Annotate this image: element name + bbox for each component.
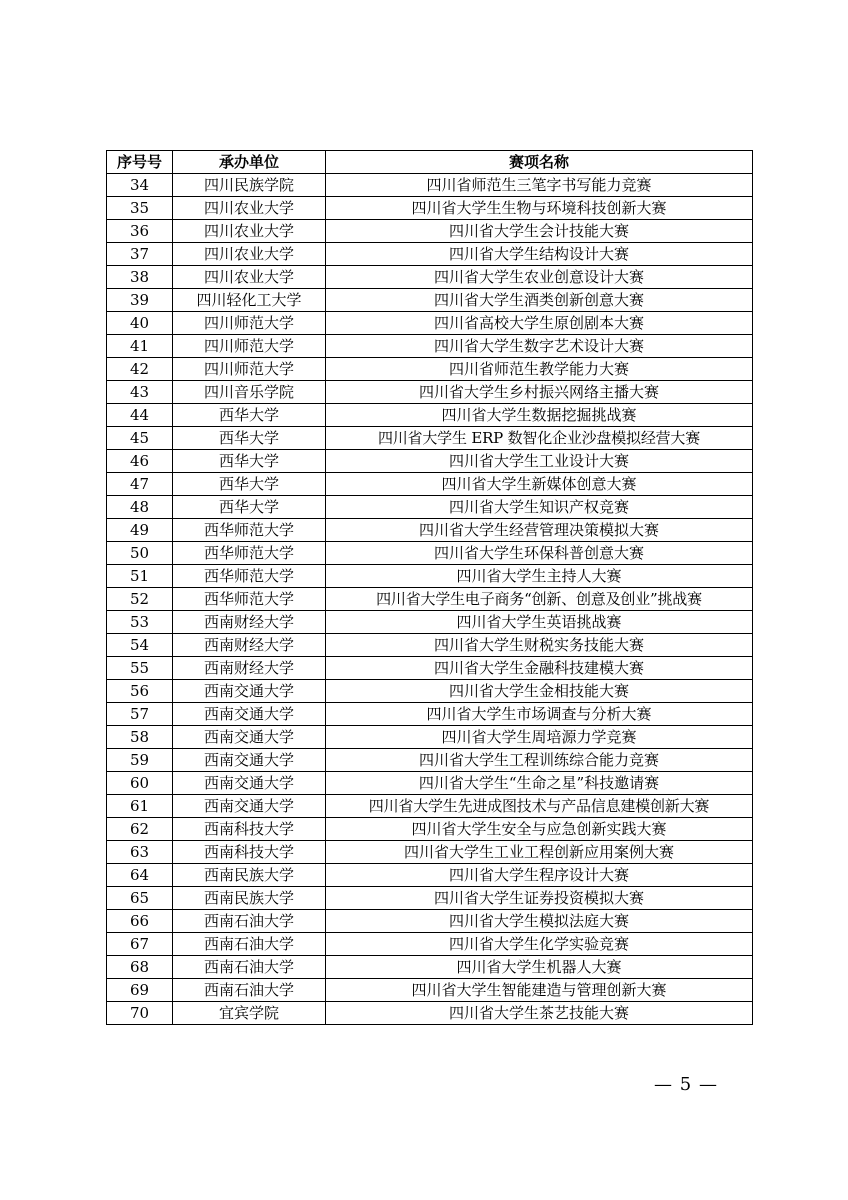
table-row — [107, 611, 753, 634]
cell-serial-number: 58 — [107, 726, 173, 749]
table-row — [107, 335, 753, 358]
cell-competition-name: 四川省大学生数字艺术设计大赛 — [326, 335, 753, 358]
cell-competition-name: 四川省高校大学生原创剧本大赛 — [326, 312, 753, 335]
cell-serial-number: 69 — [107, 979, 173, 1002]
cell-competition-name: 四川省大学生先进成图技术与产品信息建模创新大赛 — [326, 795, 753, 818]
cell-competition-name: 四川省大学生证券投资模拟大赛 — [326, 887, 753, 910]
table-row — [107, 519, 753, 542]
cell-organizer: 四川农业大学 — [173, 220, 326, 243]
table-row — [107, 956, 753, 979]
cell-competition-name: 四川省大学生新媒体创意大赛 — [326, 473, 753, 496]
cell-organizer: 西华师范大学 — [173, 519, 326, 542]
table-row — [107, 933, 753, 956]
cell-organizer: 西南交通大学 — [173, 680, 326, 703]
table-body — [107, 174, 753, 1025]
cell-serial-number: 40 — [107, 312, 173, 335]
table-row — [107, 910, 753, 933]
cell-competition-name: 四川省大学生金融科技建模大赛 — [326, 657, 753, 680]
cell-competition-name: 四川省大学生知识产权竞赛 — [326, 496, 753, 519]
table-row — [107, 795, 753, 818]
cell-organizer: 西南科技大学 — [173, 841, 326, 864]
table-row — [107, 220, 753, 243]
cell-organizer: 四川农业大学 — [173, 266, 326, 289]
cell-serial-number: 39 — [107, 289, 173, 312]
table-row — [107, 542, 753, 565]
cell-competition-name: 四川省大学生英语挑战赛 — [326, 611, 753, 634]
cell-competition-name: 四川省大学生工程训练综合能力竞赛 — [326, 749, 753, 772]
cell-organizer: 西南交通大学 — [173, 795, 326, 818]
cell-organizer: 西华大学 — [173, 450, 326, 473]
cell-competition-name: 四川省大学生农业创意设计大赛 — [326, 266, 753, 289]
cell-organizer: 西华大学 — [173, 427, 326, 450]
table-row — [107, 841, 753, 864]
cell-competition-name: 四川省大学生数据挖掘挑战赛 — [326, 404, 753, 427]
cell-organizer: 西华大学 — [173, 496, 326, 519]
cell-organizer: 西南科技大学 — [173, 818, 326, 841]
cell-organizer: 四川农业大学 — [173, 243, 326, 266]
cell-competition-name: 四川省大学生工业设计大赛 — [326, 450, 753, 473]
table-row — [107, 703, 753, 726]
cell-serial-number: 37 — [107, 243, 173, 266]
cell-organizer: 西南石油大学 — [173, 910, 326, 933]
table-row — [107, 565, 753, 588]
cell-organizer: 西华师范大学 — [173, 565, 326, 588]
cell-competition-name: 四川省大学生酒类创新创意大赛 — [326, 289, 753, 312]
cell-competition-name: 四川省大学生结构设计大赛 — [326, 243, 753, 266]
cell-serial-number: 41 — [107, 335, 173, 358]
cell-organizer: 西南交通大学 — [173, 726, 326, 749]
cell-organizer: 西南交通大学 — [173, 703, 326, 726]
cell-serial-number: 68 — [107, 956, 173, 979]
cell-organizer: 西南石油大学 — [173, 979, 326, 1002]
table-row — [107, 496, 753, 519]
cell-competition-name: 四川省大学生安全与应急创新实践大赛 — [326, 818, 753, 841]
cell-organizer: 四川民族学院 — [173, 174, 326, 197]
cell-organizer: 西华师范大学 — [173, 588, 326, 611]
cell-organizer: 西华师范大学 — [173, 542, 326, 565]
cell-competition-name: 四川省大学生主持人大赛 — [326, 565, 753, 588]
cell-serial-number: 65 — [107, 887, 173, 910]
cell-organizer: 西华大学 — [173, 473, 326, 496]
table-header-row — [107, 151, 753, 174]
table-row — [107, 887, 753, 910]
cell-organizer: 西南民族大学 — [173, 864, 326, 887]
cell-competition-name: 四川省大学生市场调查与分析大赛 — [326, 703, 753, 726]
cell-serial-number: 42 — [107, 358, 173, 381]
cell-serial-number: 52 — [107, 588, 173, 611]
table-row — [107, 588, 753, 611]
cell-competition-name: 四川省大学生茶艺技能大赛 — [326, 1002, 753, 1025]
cell-competition-name: 四川省大学生金相技能大赛 — [326, 680, 753, 703]
cell-serial-number: 56 — [107, 680, 173, 703]
cell-serial-number: 51 — [107, 565, 173, 588]
cell-competition-name: 四川省大学生周培源力学竞赛 — [326, 726, 753, 749]
table-row — [107, 427, 753, 450]
cell-organizer: 西南石油大学 — [173, 956, 326, 979]
cell-serial-number: 70 — [107, 1002, 173, 1025]
cell-serial-number: 34 — [107, 174, 173, 197]
cell-serial-number: 67 — [107, 933, 173, 956]
header-competition-name: 赛项名称 — [326, 151, 753, 174]
cell-competition-name: 四川省大学生智能建造与管理创新大赛 — [326, 979, 753, 1002]
cell-organizer: 西南交通大学 — [173, 772, 326, 795]
cell-serial-number: 36 — [107, 220, 173, 243]
cell-serial-number: 62 — [107, 818, 173, 841]
cell-organizer: 四川农业大学 — [173, 197, 326, 220]
table-row — [107, 450, 753, 473]
cell-serial-number: 66 — [107, 910, 173, 933]
cell-serial-number: 46 — [107, 450, 173, 473]
table-row — [107, 749, 753, 772]
table-row — [107, 312, 753, 335]
cell-organizer: 西华大学 — [173, 404, 326, 427]
cell-serial-number: 63 — [107, 841, 173, 864]
cell-organizer: 西南财经大学 — [173, 634, 326, 657]
table-row — [107, 680, 753, 703]
page-number: — 5 — — [654, 1074, 718, 1095]
cell-competition-name: 四川省大学生财税实务技能大赛 — [326, 634, 753, 657]
competition-table — [106, 150, 753, 1025]
cell-competition-name: 四川省大学生环保科普创意大赛 — [326, 542, 753, 565]
table-row — [107, 381, 753, 404]
cell-serial-number: 57 — [107, 703, 173, 726]
table-row — [107, 657, 753, 680]
table-row — [107, 864, 753, 887]
cell-serial-number: 64 — [107, 864, 173, 887]
cell-serial-number: 59 — [107, 749, 173, 772]
cell-serial-number: 47 — [107, 473, 173, 496]
cell-organizer: 西南财经大学 — [173, 611, 326, 634]
cell-serial-number: 55 — [107, 657, 173, 680]
cell-competition-name: 四川省大学生经营管理决策模拟大赛 — [326, 519, 753, 542]
table-row — [107, 818, 753, 841]
cell-serial-number: 45 — [107, 427, 173, 450]
table-row — [107, 197, 753, 220]
cell-serial-number: 50 — [107, 542, 173, 565]
cell-competition-name: 四川省大学生电子商务“创新、创意及创业”挑战赛 — [326, 588, 753, 611]
header-organizer: 承办单位 — [173, 151, 326, 174]
cell-competition-name: 四川省大学生模拟法庭大赛 — [326, 910, 753, 933]
table-row — [107, 289, 753, 312]
cell-competition-name: 四川省大学生乡村振兴网络主播大赛 — [326, 381, 753, 404]
cell-serial-number: 48 — [107, 496, 173, 519]
cell-organizer: 四川师范大学 — [173, 358, 326, 381]
cell-serial-number: 54 — [107, 634, 173, 657]
cell-organizer: 西南交通大学 — [173, 749, 326, 772]
table-row — [107, 473, 753, 496]
cell-competition-name: 四川省大学生“生命之星”科技邀请赛 — [326, 772, 753, 795]
cell-competition-name: 四川省大学生 ERP 数智化企业沙盘模拟经营大赛 — [326, 427, 753, 450]
cell-competition-name: 四川省大学生化学实验竞赛 — [326, 933, 753, 956]
table-row — [107, 358, 753, 381]
table-row — [107, 726, 753, 749]
table-row — [107, 1002, 753, 1025]
table-row — [107, 979, 753, 1002]
cell-serial-number: 43 — [107, 381, 173, 404]
header-serial-number: 序号号 — [107, 151, 173, 174]
cell-organizer: 四川师范大学 — [173, 335, 326, 358]
cell-serial-number: 44 — [107, 404, 173, 427]
table-row — [107, 243, 753, 266]
cell-serial-number: 38 — [107, 266, 173, 289]
cell-competition-name: 四川省师范生三笔字书写能力竞赛 — [326, 174, 753, 197]
cell-organizer: 四川音乐学院 — [173, 381, 326, 404]
table-row — [107, 404, 753, 427]
cell-organizer: 西南财经大学 — [173, 657, 326, 680]
cell-organizer: 四川轻化工大学 — [173, 289, 326, 312]
cell-competition-name: 四川省大学生会计技能大赛 — [326, 220, 753, 243]
table-row — [107, 634, 753, 657]
table-row — [107, 266, 753, 289]
cell-organizer: 四川师范大学 — [173, 312, 326, 335]
cell-serial-number: 35 — [107, 197, 173, 220]
cell-serial-number: 61 — [107, 795, 173, 818]
cell-competition-name: 四川省大学生机器人大赛 — [326, 956, 753, 979]
cell-competition-name: 四川省大学生生物与环境科技创新大赛 — [326, 197, 753, 220]
table-row — [107, 772, 753, 795]
cell-organizer: 西南民族大学 — [173, 887, 326, 910]
cell-serial-number: 49 — [107, 519, 173, 542]
cell-competition-name: 四川省大学生程序设计大赛 — [326, 864, 753, 887]
cell-competition-name: 四川省师范生教学能力大赛 — [326, 358, 753, 381]
cell-serial-number: 60 — [107, 772, 173, 795]
table-row — [107, 174, 753, 197]
cell-serial-number: 53 — [107, 611, 173, 634]
cell-organizer: 宜宾学院 — [173, 1002, 326, 1025]
cell-organizer: 西南石油大学 — [173, 933, 326, 956]
cell-competition-name: 四川省大学生工业工程创新应用案例大赛 — [326, 841, 753, 864]
